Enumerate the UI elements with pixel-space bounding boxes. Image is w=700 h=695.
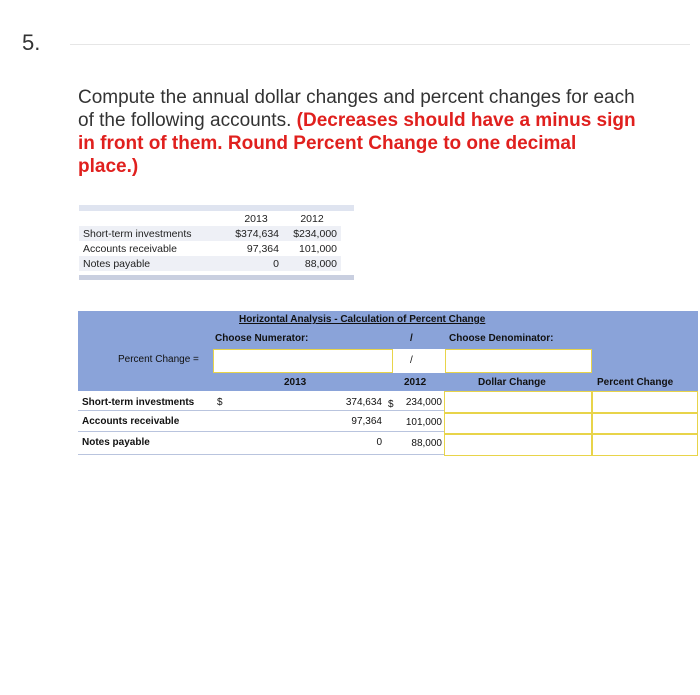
divider <box>70 44 690 45</box>
column-2012: 2012 <box>404 377 427 388</box>
dollar-change-input[interactable] <box>444 391 592 413</box>
dollar-sign: $ <box>388 399 394 410</box>
row-label: Accounts receivable <box>83 242 177 255</box>
question-prompt <box>78 86 638 178</box>
percent-change-label: Percent Change = <box>118 354 199 365</box>
table-row <box>79 256 341 271</box>
value-2013: 97,364 <box>246 242 279 255</box>
value-2013: 0 <box>229 256 283 271</box>
value-2013: 97,364 <box>351 416 382 427</box>
value-2012: 88,000 <box>283 256 341 271</box>
denominator-label: Choose Denominator: <box>449 333 554 344</box>
percent-change-input[interactable] <box>592 434 698 456</box>
dollar-change-input[interactable] <box>444 434 592 456</box>
header-2012: 2012 <box>300 212 324 225</box>
prompt-emphasis: (Decreases should have a minus sign in front of them. Round Percent Change to one decimal place.) <box>78 110 636 177</box>
value-2012: 101,000 <box>405 417 442 428</box>
header-2013: 2013 <box>244 212 268 225</box>
row-label: Short-term investments <box>79 226 229 241</box>
value-2012: $234,000 <box>283 226 341 241</box>
row-label: Accounts receivable <box>82 416 180 427</box>
slash-symbol: / <box>410 333 413 344</box>
value-2012: 101,000 <box>299 242 337 255</box>
row-label: Notes payable <box>79 256 229 271</box>
slash-symbol: / <box>410 355 413 366</box>
column-2013: 2013 <box>284 377 307 388</box>
worksheet-title: Horizontal Analysis - Calculation of Percent Change <box>239 314 486 325</box>
dollar-sign: $ <box>217 397 223 408</box>
question-number: 5. <box>22 30 41 55</box>
horizontal-analysis-worksheet <box>78 311 698 457</box>
prompt-text: Compute the annual dollar changes and percent changes for each of the following accounts. <box>78 87 635 131</box>
row-label: Notes payable <box>82 437 150 448</box>
dollar-change-input[interactable] <box>444 413 592 434</box>
percent-change-input[interactable] <box>592 413 698 434</box>
row-label: Short-term investments <box>82 397 195 408</box>
column-dollar-change: Dollar Change <box>478 377 546 388</box>
table-row <box>79 226 341 241</box>
value-2013: 374,634 <box>345 397 382 408</box>
numerator-input[interactable] <box>213 349 393 373</box>
value-2012: 88,000 <box>411 438 442 449</box>
numerator-label: Choose Numerator: <box>215 333 309 344</box>
denominator-input[interactable] <box>445 349 592 373</box>
column-percent-change: Percent Change <box>597 377 674 388</box>
value-2013: 0 <box>376 437 382 448</box>
value-2013: $374,634 <box>229 226 283 241</box>
value-2012: 234,000 <box>405 397 442 408</box>
table-row <box>79 241 341 256</box>
percent-change-input[interactable] <box>592 391 698 413</box>
